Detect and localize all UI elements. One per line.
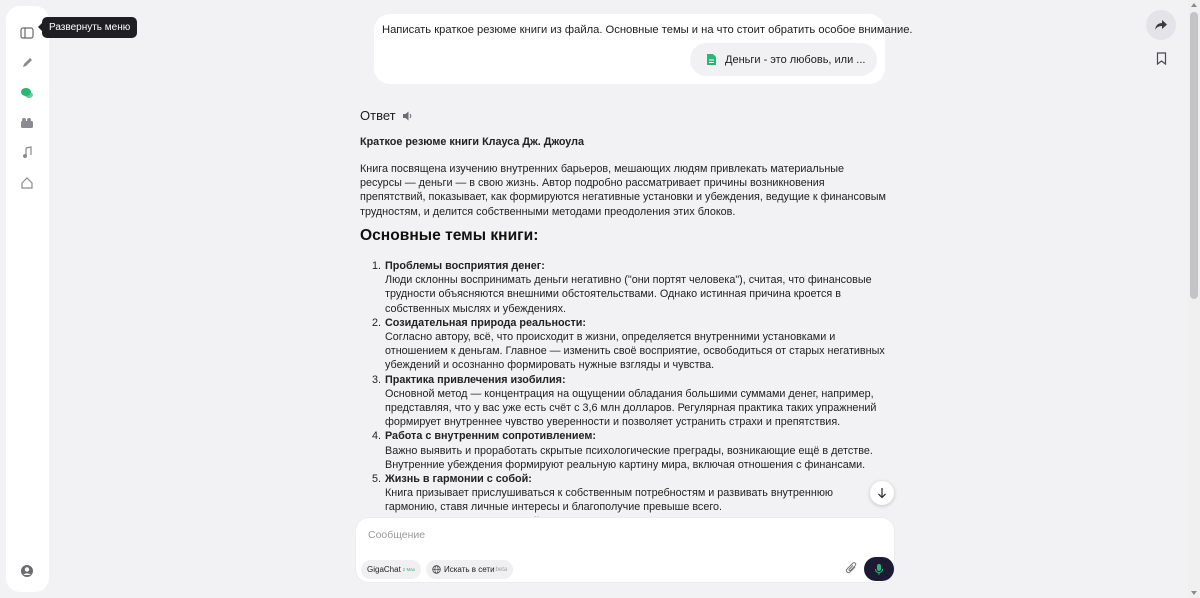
share-arrow-icon: [1154, 18, 1168, 32]
model-tier: 2 Max: [402, 567, 416, 572]
globe-icon: [432, 565, 441, 574]
new-chat-icon[interactable]: [18, 54, 36, 72]
chats-icon[interactable]: [18, 84, 36, 102]
voice-input-button[interactable]: [864, 557, 894, 581]
web-search-toggle[interactable]: [426, 560, 513, 579]
themes-list: [360, 259, 888, 529]
sidebar-tooltip: Развернуть меню: [42, 17, 137, 38]
media-icon[interactable]: [18, 114, 36, 132]
list-item: 2. Созидательная природа реальности: Согласно автору, всё, что происходит в жизни, определяется внутренними установками и отношением к деньгам. Главное — изменить своё восприятие, освободиться от старых негативных убеждений и осознанно формировать нужные взгляды и чувства.: [372, 316, 885, 372]
answer-title: Краткое резюме книги Клауса Дж. Джоула: [360, 136, 585, 148]
scroll-to-bottom-button[interactable]: [870, 481, 894, 505]
bookmark-button[interactable]: [1146, 52, 1176, 72]
model-name: GigaChat: [367, 565, 401, 574]
answer-content: [360, 0, 888, 517]
message-input[interactable]: [368, 529, 768, 541]
arrow-down-icon: [877, 487, 887, 499]
user-message-text: Написать краткое резюме книги из файла. Основные темы и на что стоит обратить особое внимание.: [382, 24, 913, 36]
model-selector[interactable]: [361, 560, 421, 579]
share-button[interactable]: [1146, 10, 1176, 40]
page-scrollbar[interactable]: [1188, 0, 1200, 598]
list-item: 5. Жизнь в гармонии с собой: Книга призывает прислушиваться к собственным потребностям и развивать внутреннюю гармонию, ставя личные интересы и благополучие превыше всего.: [372, 473, 834, 514]
attach-button[interactable]: [843, 560, 859, 576]
list-item: 1. Проблемы восприятия денег: Люди склонны воспринимать деньги негативно ("они портят человека"), считая, что финансовые трудности объясняются внешними обстоятельствами. Однако истинная причина кроется в собственных мыслях и убеждениях.: [372, 260, 872, 315]
sidebar: [6, 6, 49, 592]
answer-heading: Основные темы книги:: [360, 227, 539, 244]
microphone-icon: [874, 563, 884, 576]
music-icon[interactable]: [18, 144, 36, 162]
sidebar-toggle-icon[interactable]: [18, 24, 36, 42]
web-search-label: Искать в сети: [444, 565, 495, 574]
list-item: 4. Работа с внутренним сопротивлением: Важно выявить и проработать скрытые психологические преграды, возникающие ещё в детстве. Внутренние убеждения формируют реальную картину мира, включая отношения с финансами.: [372, 430, 873, 471]
profile-avatar-icon[interactable]: [18, 562, 36, 580]
beta-badge: beta: [495, 566, 508, 573]
list-item: 3. Практика привлечения изобилия: Основной метод — концентрация на ощущении обладания большими суммами денег, например, представляя, что у вас уже есть счёт с 3,6 млн долларов. Регулярная практика таких упражнений формирует внутреннее чувство уверенности и позволяет устранить страхи и препятствия.: [372, 373, 877, 429]
attached-file-name: Деньги - это любовь, или ...: [725, 53, 866, 66]
message-composer: [355, 517, 895, 583]
top-actions: [1146, 10, 1176, 72]
home-icon[interactable]: [18, 174, 36, 192]
answer-label: Ответ: [360, 108, 396, 123]
bookmark-icon: [1156, 52, 1167, 65]
scroll-thumb[interactable]: [1190, 12, 1198, 299]
scroll-up-arrow-icon[interactable]: [1191, 3, 1197, 7]
paperclip-icon: [845, 561, 858, 575]
scroll-down-arrow-icon[interactable]: [1191, 591, 1197, 595]
answer-intro: Книга посвящена изучению внутренних барьеров, мешающих людям привлекать материальные ресурсы — деньги — в свою жизнь. Автор подробно рассматривает причины возникновения препятствий, показывает, как формируются негативные установки и убеждения, ведущие к финансовым трудностям, и делится собственными методами преодоления этих блоков.: [360, 163, 886, 218]
